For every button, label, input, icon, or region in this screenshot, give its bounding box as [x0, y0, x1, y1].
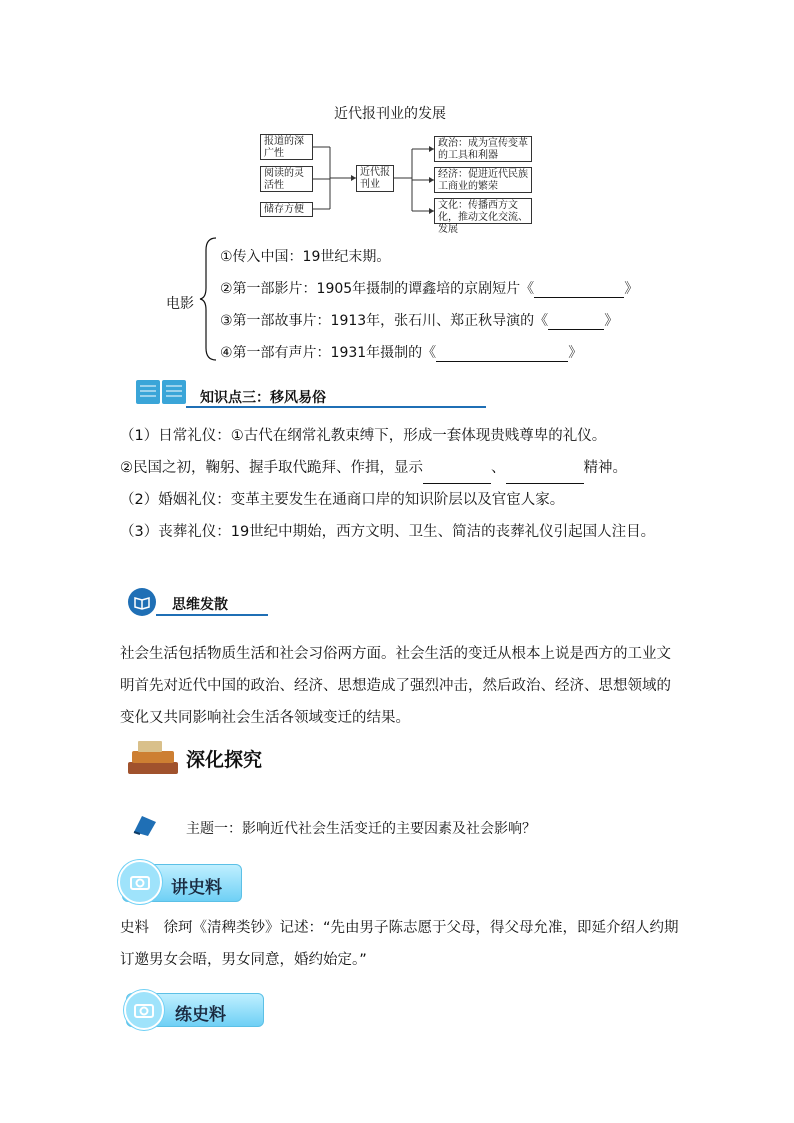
diagram-center-box: 近代报刊业 — [356, 165, 394, 192]
diagram-connectors — [0, 0, 794, 240]
diagram-left-box: 阅读的灵活性 — [260, 166, 313, 192]
film-brace — [198, 236, 218, 362]
thinking-underline — [156, 614, 268, 616]
page-title: 近代报刊业的发展 — [334, 106, 446, 122]
diagram-right-box: 文化：传播西方文化，推动文化交流、发展 — [434, 198, 532, 224]
film-item-1: ①传入中国：19世纪末期。 — [220, 249, 391, 265]
deep-title: 深化探究 — [186, 749, 263, 771]
books-stack-icon — [124, 738, 182, 780]
practice-title: 练史料 — [175, 1005, 226, 1025]
film-item-4: ④第一部有声片：1931年摄制的《 》 — [220, 345, 583, 361]
section3-underline — [186, 406, 486, 408]
thinking-title: 思维发散 — [172, 597, 228, 613]
book-icon — [134, 376, 190, 408]
thinking-text: 社会生活包括物质生活和社会习俗两方面。社会生活的变迁从根本上说是西方的工业文明首先对近代中国的政治、经济、思想造成了强烈冲击，然后政治、经济、思想领域的变化又共同影响社会生活各领域变迁的结果。 — [120, 646, 671, 726]
diagram-left-box: 储存方便 — [260, 202, 313, 217]
film-item-2: ②第一部影片：1905年摄制的谭鑫培的京剧短片《 》 — [220, 281, 639, 297]
film-label: 电影 — [166, 296, 194, 312]
etiquette-p2: ②民国之初，鞠躬、握手取代跪拜、作揖，显示 、 精神。 — [120, 452, 680, 484]
pen-icon — [130, 812, 160, 838]
diagram-left-box: 报道的深广性 — [260, 134, 313, 160]
diagram-right-box: 政治：成为宣传变革的工具和利器 — [434, 136, 532, 162]
topic1-text: 主题一：影响近代社会生活变迁的主要因素及社会影响？ — [186, 821, 536, 837]
etiquette-p4: （3）丧葬礼仪：19世纪中期始，西方文明、卫生、简洁的丧葬礼仪引起国人注目。 — [120, 524, 656, 540]
lecture-title: 讲史料 — [171, 878, 222, 898]
camera-icon — [124, 990, 164, 1030]
etiquette-p3: （2）婚姻礼仪：变革主要发生在通商口岸的知识阶层以及官宦人家。 — [120, 492, 565, 508]
diagram-right-box: 经济：促进近代民族工商业的繁荣 — [434, 167, 532, 193]
etiquette-p1: （1）日常礼仪：①古代在纲常礼教束缚下，形成一套体现贵贱尊卑的礼仪。 — [120, 428, 607, 444]
section3-title: 知识点三：移风易俗 — [200, 390, 326, 406]
film-item-3: ③第一部故事片：1913年，张石川、郑正秋导演的《 》 — [220, 313, 619, 329]
camera-icon — [118, 860, 162, 904]
source-text: 史料 徐珂《清稗类钞》记述：“先由男子陈志愿于父母，得父母允准，即延介绍人约期订邀男女会晤，男女同意，婚约始定。” — [120, 920, 679, 968]
open-book-icon — [128, 588, 156, 616]
